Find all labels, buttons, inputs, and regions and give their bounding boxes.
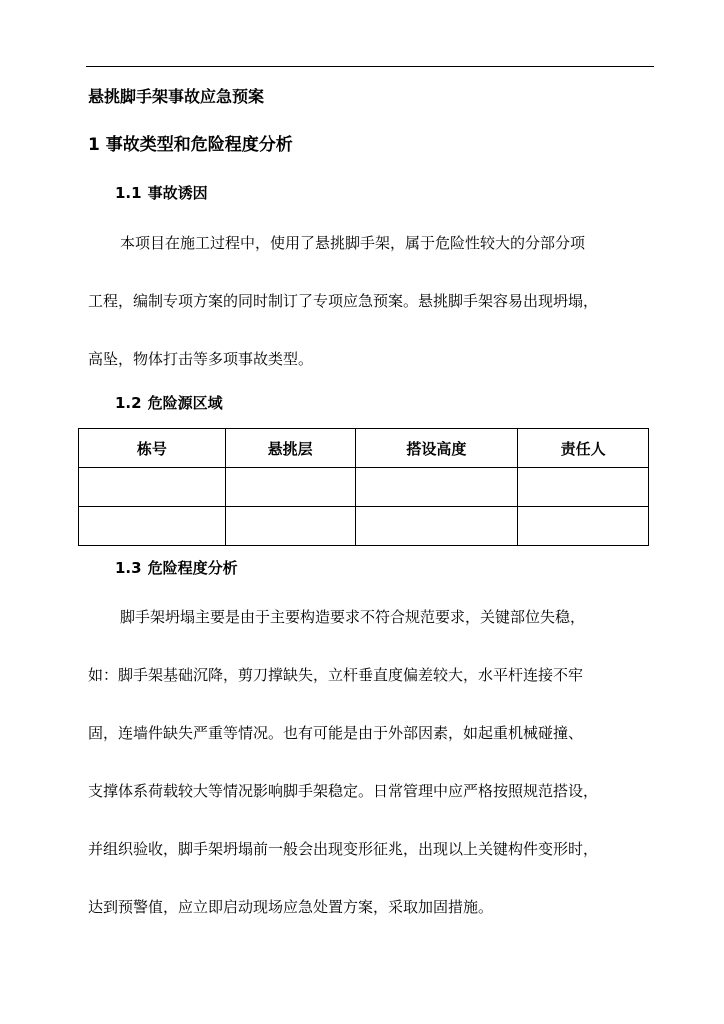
table-cell: [355, 468, 518, 507]
paragraph-line: 达到预警值，应立即启动现场应急处置方案，采取加固措施。: [88, 898, 494, 916]
column-header-erection-height: 搭设高度: [355, 429, 518, 468]
paragraph-line: 如：脚手架基础沉降，剪刀撑缺失，立杆垂直度偏差较大，水平杆连接不牢: [88, 666, 584, 684]
table-cell: [225, 468, 355, 507]
section-1-3-title: 危险程度分析: [147, 559, 238, 577]
table-cell: [79, 468, 226, 507]
table-cell: [518, 468, 649, 507]
document-title: 悬挑脚手架事故应急预案: [88, 87, 265, 106]
column-header-responsible-person: 责任人: [518, 429, 649, 468]
table-cell: [355, 507, 518, 546]
section-1-1-number: 1.1: [115, 184, 142, 202]
section-1-number: 1: [88, 135, 100, 155]
paragraph-line: 高坠，物体打击等多项事故类型。: [88, 350, 314, 368]
header-rule: [86, 66, 654, 67]
section-1-3-number: 1.3: [115, 559, 142, 577]
paragraph-line: 本项目在施工过程中，使用了悬挑脚手架，属于危险性较大的分部分项: [120, 234, 586, 252]
section-1-3-heading: [115, 557, 238, 579]
paragraph-line: 脚手架坍塌主要是由于主要构造要求不符合规范要求，关键部位失稳，: [120, 608, 586, 626]
section-1-1-heading: [115, 182, 208, 204]
paragraph-line: 固，连墙件缺失严重等情况。也有可能是由于外部因素，如起重机械碰撞、: [88, 724, 584, 742]
table-header-row: [79, 429, 649, 468]
table-cell: [79, 507, 226, 546]
section-1-title: 事故类型和危险程度分析: [105, 135, 293, 155]
table-cell: [225, 507, 355, 546]
table-row: [79, 468, 649, 507]
column-header-building-no: 栋号: [79, 429, 226, 468]
section-1-2-title: 危险源区域: [147, 394, 223, 412]
section-1-2-heading: [115, 392, 223, 414]
table-cell: [518, 507, 649, 546]
paragraph-line: 工程，编制专项方案的同时制订了专项应急预案。悬挑脚手架容易出现坍塌，: [88, 292, 599, 310]
hazard-area-table: [78, 428, 649, 546]
section-1-2-number: 1.2: [115, 394, 142, 412]
section-1-3-paragraph: [88, 588, 660, 936]
section-1-1-paragraph: [88, 214, 660, 388]
column-header-cantilever-floor: 悬挑层: [225, 429, 355, 468]
section-1-1-title: 事故诱因: [147, 184, 208, 202]
section-1-heading: [88, 133, 293, 157]
paragraph-line: 支撑体系荷载较大等情况影响脚手架稳定。日常管理中应严格按照规范搭设，: [88, 782, 599, 800]
table-row: [79, 507, 649, 546]
paragraph-line: 并组织验收，脚手架坍塌前一般会出现变形征兆，出现以上关键构件变形时，: [88, 840, 599, 858]
